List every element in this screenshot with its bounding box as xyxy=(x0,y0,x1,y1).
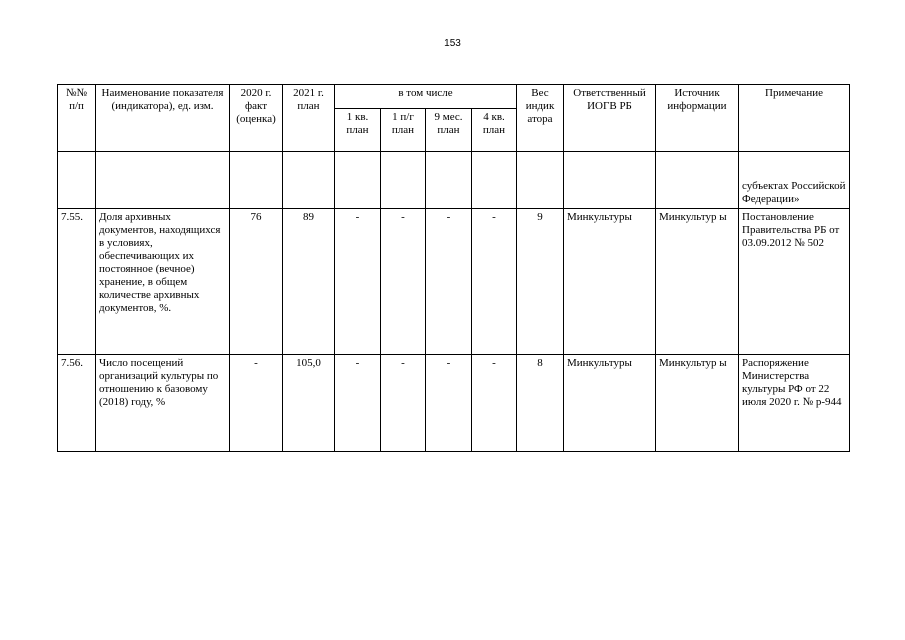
cell-name xyxy=(96,152,230,209)
header-plan: 2021 г. план xyxy=(283,85,335,152)
header-name: Наименование показателя (индикатора), ед. изм. xyxy=(96,85,230,152)
cell-plan: 89 xyxy=(283,209,335,355)
cell-m9: - xyxy=(426,355,472,452)
header-responsible: Ответственный ИОГВ РБ xyxy=(564,85,656,152)
cell-responsible: Минкультуры xyxy=(564,209,656,355)
header-source: Источник информации xyxy=(656,85,739,152)
cell-num: 7.55. xyxy=(58,209,96,355)
indicators-table xyxy=(57,84,850,452)
page-number: 153 xyxy=(444,38,461,49)
cell-num: 7.56. xyxy=(58,355,96,452)
cell-h1 xyxy=(381,152,426,209)
cell-h1: - xyxy=(381,355,426,452)
cell-num xyxy=(58,152,96,209)
cell-q1 xyxy=(335,152,381,209)
cell-fact xyxy=(230,152,283,209)
header-fact: 2020 г. факт (оценка) xyxy=(230,85,283,152)
header-m9: 9 мес. план xyxy=(426,109,472,152)
cell-q1: - xyxy=(335,209,381,355)
cell-name: Число посещений организаций культуры по отношению к базовому (2018) году, % xyxy=(96,355,230,452)
cell-note: Постановление Правительства РБ от 03.09.2012 № 502 xyxy=(739,209,850,355)
header-q1: 1 кв. план xyxy=(335,109,381,152)
cell-fact: 76 xyxy=(230,209,283,355)
cell-m9 xyxy=(426,152,472,209)
cell-q4: - xyxy=(472,355,517,452)
table-row xyxy=(58,152,850,209)
cell-plan xyxy=(283,152,335,209)
table-row xyxy=(58,355,850,452)
header-including: в том числе xyxy=(335,85,517,109)
cell-m9: - xyxy=(426,209,472,355)
cell-name: Доля архивных документов, находящихся в условиях, обеспечивающих их постоянное (вечное) хранение, в общем количестве архивных документов, %. xyxy=(96,209,230,355)
cell-responsible: Минкультуры xyxy=(564,355,656,452)
cell-responsible xyxy=(564,152,656,209)
cell-q4: - xyxy=(472,209,517,355)
header-num: №№ п/п xyxy=(58,85,96,152)
header-q4: 4 кв. план xyxy=(472,109,517,152)
cell-source xyxy=(656,152,739,209)
cell-q4 xyxy=(472,152,517,209)
cell-plan: 105,0 xyxy=(283,355,335,452)
header-note: Примечание xyxy=(739,85,850,152)
cell-weight: 8 xyxy=(517,355,564,452)
cell-weight xyxy=(517,152,564,209)
cell-weight: 9 xyxy=(517,209,564,355)
header-weight: Вес индик атора xyxy=(517,85,564,152)
cell-source: Минкультур ы xyxy=(656,355,739,452)
cell-note: субъектах Российской Федерации» xyxy=(739,152,850,209)
cell-source: Минкультур ы xyxy=(656,209,739,355)
cell-h1: - xyxy=(381,209,426,355)
cell-note: Распоряжение Министерства культуры РФ от 22 июля 2020 г. № р-944 xyxy=(739,355,850,452)
table-row xyxy=(58,209,850,355)
cell-fact: - xyxy=(230,355,283,452)
cell-q1: - xyxy=(335,355,381,452)
header-h1: 1 п/г план xyxy=(381,109,426,152)
